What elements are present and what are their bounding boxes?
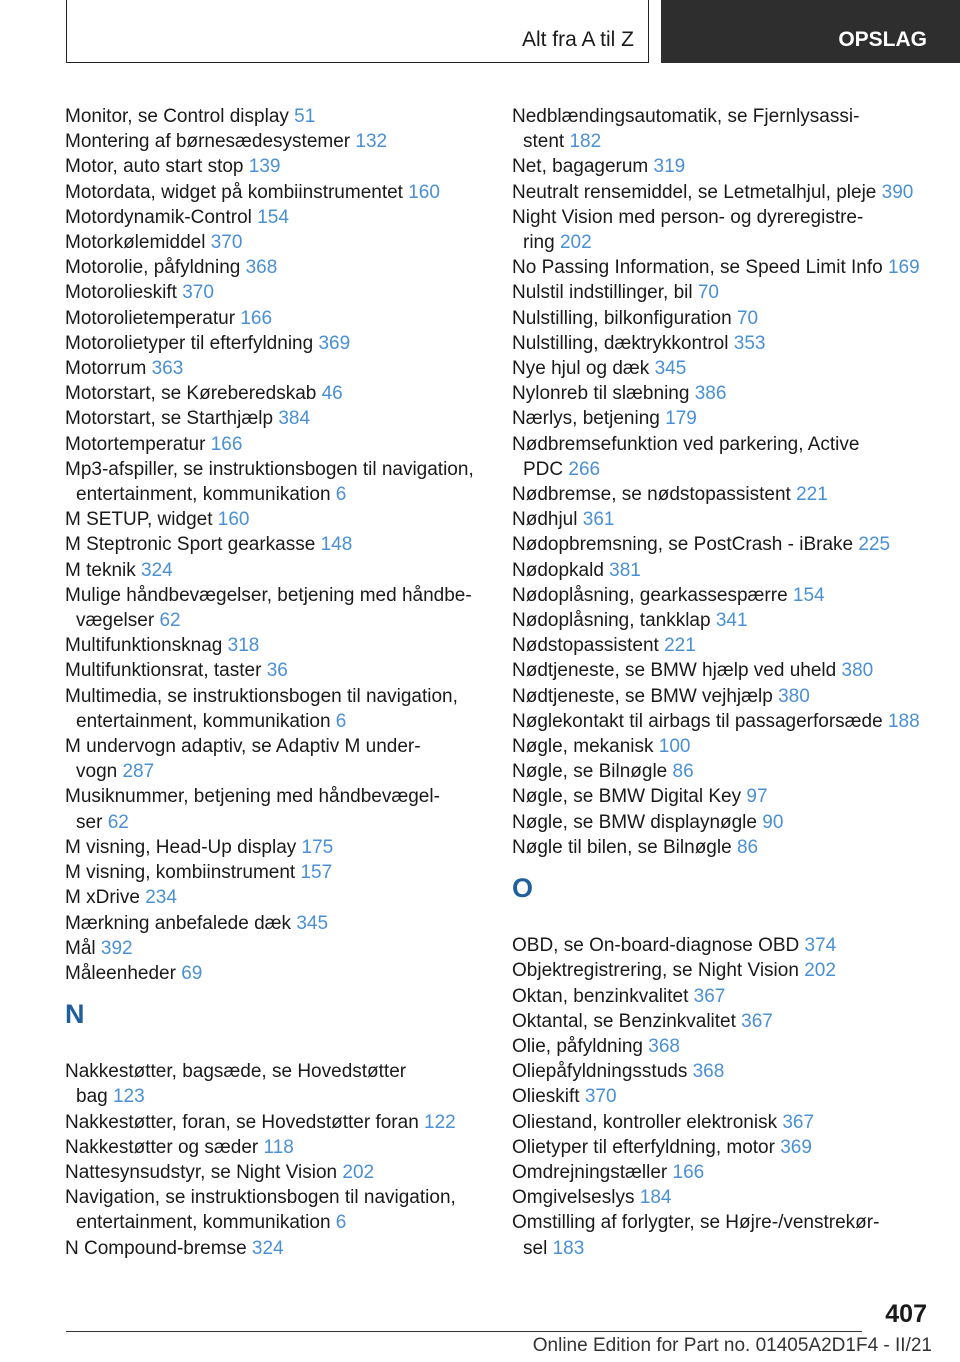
page-reference-link[interactable]: 86 bbox=[736, 836, 759, 858]
index-entry bbox=[65, 1160, 495, 1185]
page-reference-link[interactable]: 368 bbox=[245, 257, 278, 279]
page-reference-link[interactable]: 122 bbox=[424, 1111, 456, 1133]
index-entry bbox=[512, 1210, 932, 1260]
index-entry-text: vogn bbox=[76, 761, 118, 783]
index-entry bbox=[512, 1160, 932, 1185]
index-entry bbox=[512, 709, 932, 734]
page-reference-link[interactable]: 386 bbox=[694, 383, 727, 405]
index-entry bbox=[65, 280, 495, 305]
index-entry bbox=[512, 583, 932, 608]
index-entry bbox=[512, 633, 932, 658]
index-entry-text: entertainment, kommunikation bbox=[76, 484, 331, 506]
page-reference-link[interactable]: 225 bbox=[858, 534, 891, 556]
index-entry bbox=[512, 205, 932, 255]
page-reference-link[interactable]: 202 bbox=[804, 960, 836, 982]
page-reference-link[interactable]: 51 bbox=[294, 106, 316, 127]
index-entry-text: entertainment, kommunikation bbox=[76, 710, 331, 732]
index-entry bbox=[65, 684, 495, 734]
index-entry-text: Multifunktionsrat, taster bbox=[65, 660, 262, 682]
index-entry-text: Motor, auto start stop bbox=[65, 156, 244, 178]
index-entry-text: Nøgle til bilen, se Bilnøgle bbox=[512, 836, 732, 858]
index-entry bbox=[512, 306, 932, 331]
index-entry-text: Motorolietyper til efterfyldning bbox=[65, 332, 314, 354]
index-entry bbox=[512, 356, 932, 381]
index-entry-text: Nødtjeneste, se BMW hjælp ved uheld bbox=[512, 660, 837, 682]
page-reference-link[interactable]: 188 bbox=[887, 710, 920, 732]
index-entry bbox=[512, 507, 932, 532]
index-entry-text: Navigation, se instruktionsbogen til navigation, bbox=[65, 1187, 456, 1209]
index-column-left bbox=[65, 104, 495, 1261]
index-entry bbox=[65, 885, 495, 910]
page-reference-link[interactable]: 6 bbox=[335, 484, 347, 506]
index-entry bbox=[65, 911, 495, 936]
index-entry bbox=[65, 104, 495, 129]
page-reference-link[interactable]: 97 bbox=[746, 786, 768, 808]
edition-text: Online Edition for Part no. 01405A2D1F4 - II/21 bbox=[532, 1335, 932, 1356]
index-entry bbox=[512, 1009, 932, 1034]
index-entry bbox=[65, 230, 495, 255]
page-reference-link[interactable]: 183 bbox=[552, 1237, 585, 1259]
index-entry-text: Musiknummer, betjening med håndbevægel‐ bbox=[65, 786, 440, 808]
page-reference-link[interactable]: 169 bbox=[887, 257, 920, 279]
index-entry bbox=[65, 558, 495, 583]
page-reference-link[interactable]: 287 bbox=[122, 761, 155, 783]
index-entry bbox=[512, 104, 932, 154]
index-entry-text: Multimedia, se instruktionsbogen til navigation, bbox=[65, 685, 458, 707]
index-entry bbox=[65, 961, 495, 986]
index-entry bbox=[512, 810, 932, 835]
index-letter-heading: N bbox=[65, 999, 85, 1030]
page-reference-link[interactable]: 132 bbox=[355, 131, 388, 153]
page-reference-link[interactable]: 345 bbox=[296, 912, 329, 934]
index-entry-text: Motorolie, påfyldning bbox=[65, 257, 241, 279]
index-entry-text: Nødopbremsning, se PostCrash - iBrake bbox=[512, 534, 854, 556]
index-entry bbox=[65, 784, 495, 834]
page-reference-link[interactable]: 369 bbox=[318, 332, 351, 354]
page-reference-link[interactable]: 36 bbox=[266, 660, 288, 682]
index-entry-text: Nulstilling, dæktrykkontrol bbox=[512, 332, 729, 354]
index-entry bbox=[65, 457, 495, 507]
index-entry bbox=[512, 835, 932, 860]
page-reference-link[interactable]: 266 bbox=[568, 458, 601, 480]
page-reference-link[interactable]: 182 bbox=[569, 131, 602, 153]
index-entry-text: M visning, Head-Up display bbox=[65, 836, 297, 858]
index-entry bbox=[65, 381, 495, 406]
index-entry bbox=[65, 406, 495, 431]
page-reference-link[interactable]: 324 bbox=[251, 1237, 284, 1259]
index-entry-text: M Steptronic Sport gearkasse bbox=[65, 534, 316, 556]
index-entry-text: Nærlys, betjening bbox=[512, 408, 660, 430]
page-reference-link[interactable]: 367 bbox=[741, 1010, 773, 1032]
index-entry bbox=[65, 129, 495, 154]
page-reference-link[interactable]: 166 bbox=[672, 1161, 705, 1183]
index-entry bbox=[512, 280, 932, 305]
index-entry-text: Nye hjul og dæk bbox=[512, 358, 650, 380]
index-entry-text: Montering af børnesædesystemer bbox=[65, 131, 351, 153]
index-entry bbox=[512, 255, 932, 280]
index-entry bbox=[65, 860, 495, 885]
index-entry bbox=[65, 734, 495, 784]
index-entry-text: Nødhjul bbox=[512, 509, 578, 531]
index-entry-text: Omstilling af forlygter, se Højre-/venstrekør‐ bbox=[512, 1212, 880, 1234]
index-entry bbox=[512, 684, 932, 709]
index-entry-text: Multifunktionsknag bbox=[65, 635, 223, 657]
index-entry bbox=[512, 331, 932, 356]
index-entry-text: Night Vision med person- og dyreregistre‐ bbox=[512, 206, 864, 228]
index-entry-text: sel bbox=[523, 1237, 548, 1259]
index-entry bbox=[65, 154, 495, 179]
page-reference-link[interactable]: 6 bbox=[335, 710, 347, 732]
index-entry-text: Motorolieskift bbox=[65, 282, 177, 304]
index-entry bbox=[512, 984, 932, 1009]
index-entry-text: Motorolietemperatur bbox=[65, 307, 236, 329]
index-entry-text: M teknik bbox=[65, 559, 136, 581]
index-entry-text: Omgivelseslys bbox=[512, 1187, 635, 1209]
page-reference-link[interactable]: 160 bbox=[217, 509, 250, 531]
index-entry-text: Mærkning anbefalede dæk bbox=[65, 912, 292, 934]
index-entry bbox=[65, 507, 495, 532]
page-reference-link[interactable]: 368 bbox=[692, 1061, 725, 1083]
index-entry-text: Måleenheder bbox=[65, 962, 176, 984]
index-entry-text: Nøgle, se Bilnøgle bbox=[512, 761, 668, 783]
index-entry bbox=[65, 1110, 495, 1135]
page-reference-link[interactable]: 370 bbox=[182, 282, 214, 304]
page-reference-link[interactable]: 341 bbox=[715, 610, 748, 632]
index-entry-text: Motorrum bbox=[65, 358, 147, 380]
page-reference-link[interactable]: 380 bbox=[778, 685, 810, 707]
index-entry bbox=[512, 734, 932, 759]
page-reference-link[interactable]: 363 bbox=[151, 358, 184, 380]
index-entry bbox=[512, 432, 932, 482]
index-entry-text: Motortemperatur bbox=[65, 433, 206, 455]
index-entry-text: Motorstart, se Starthjælp bbox=[65, 408, 274, 430]
index-entry bbox=[512, 406, 932, 431]
page-reference-link[interactable]: 370 bbox=[584, 1086, 617, 1108]
index-entry-text: OBD, se On-board-diagnose OBD bbox=[512, 935, 800, 957]
index-entry bbox=[65, 1135, 495, 1160]
page-reference-link[interactable]: 368 bbox=[648, 1035, 680, 1057]
page-reference-link[interactable]: 154 bbox=[257, 206, 289, 228]
index-entry-text: Oliepåfyldningsstuds bbox=[512, 1061, 688, 1083]
chapter-tab bbox=[661, 0, 960, 63]
index-entry bbox=[512, 658, 932, 683]
index-entry-text: Mp3-afspiller, se instruktionsbogen til navigation, bbox=[65, 458, 474, 480]
index-entry bbox=[512, 759, 932, 784]
index-entry-text: ser bbox=[76, 811, 103, 833]
page-reference-link[interactable]: 166 bbox=[210, 433, 243, 455]
index-entry-text: M SETUP, widget bbox=[65, 509, 213, 531]
page-reference-link[interactable]: 367 bbox=[693, 985, 726, 1007]
index-entry bbox=[512, 1034, 932, 1059]
page-reference-link[interactable]: 118 bbox=[263, 1136, 294, 1158]
index-entry bbox=[512, 558, 932, 583]
index-entry bbox=[65, 255, 495, 280]
index-entry-text: Nødbremse, se nødstopassistent bbox=[512, 484, 791, 506]
index-entry bbox=[65, 1059, 495, 1109]
index-entry bbox=[65, 532, 495, 557]
index-entry-text: Motorstart, se Køreberedskab bbox=[65, 383, 317, 405]
index-entry bbox=[512, 1110, 932, 1135]
page-reference-link[interactable]: 384 bbox=[278, 408, 311, 430]
index-entry bbox=[512, 1185, 932, 1210]
page-reference-link[interactable]: 157 bbox=[300, 862, 333, 884]
page-reference-link[interactable]: 139 bbox=[248, 156, 281, 178]
index-entry-text: Nødoplåsning, gearkassespærre bbox=[512, 584, 788, 606]
index-entry-text: Nødoplåsning, tankklap bbox=[512, 610, 711, 632]
index-column-right bbox=[512, 104, 932, 1261]
index-entry bbox=[512, 1084, 932, 1109]
page-reference-link[interactable]: 361 bbox=[582, 509, 615, 531]
index-entry bbox=[65, 1185, 495, 1235]
index-entry-text: Nødstopassistent bbox=[512, 635, 659, 657]
page-reference-link[interactable]: 69 bbox=[181, 962, 203, 984]
section-title-box bbox=[66, 0, 649, 63]
index-entry-text: Omdrejningstæller bbox=[512, 1161, 668, 1183]
index-entry bbox=[512, 532, 932, 557]
page-reference-link[interactable]: 184 bbox=[639, 1187, 672, 1209]
index-entry bbox=[65, 331, 495, 356]
page-reference-link[interactable]: 221 bbox=[796, 484, 828, 506]
index-entry bbox=[512, 608, 932, 633]
index-entry bbox=[65, 306, 495, 331]
index-entry-text: Net, bagagerum bbox=[512, 156, 649, 178]
index-entry-text: Olieskift bbox=[512, 1086, 580, 1108]
index-entry-text: Nakkestøtter, foran, se Hovedstøtter foran bbox=[65, 1111, 419, 1133]
section-title: Alt fra A til Z bbox=[521, 28, 634, 51]
page-reference-link[interactable]: 390 bbox=[881, 181, 914, 203]
index-entry-text: Motordata, widget på kombiinstrumentet bbox=[65, 181, 403, 203]
page-reference-link[interactable]: 70 bbox=[697, 282, 719, 304]
page-reference-link[interactable]: 166 bbox=[240, 307, 273, 329]
index-entry bbox=[65, 1236, 495, 1261]
index-entry-text: Nakkestøtter og sæder bbox=[65, 1136, 259, 1158]
index-entry-text: Nakkestøtter, bagsæde, se Hovedstøtter bbox=[65, 1061, 407, 1083]
page-reference-link[interactable]: 345 bbox=[654, 358, 687, 380]
index-entry-text: Motorkølemiddel bbox=[65, 232, 206, 254]
index-entry-text: Nøgle, se BMW displaynøgle bbox=[512, 811, 757, 833]
index-entry bbox=[512, 1135, 932, 1160]
index-entry bbox=[512, 482, 932, 507]
page-reference-link[interactable]: 100 bbox=[658, 736, 691, 758]
index-entry-text: Nulstilling, bilkonfiguration bbox=[512, 307, 732, 329]
index-entry bbox=[512, 154, 932, 179]
index-entry-text: Nylonreb til slæbning bbox=[512, 383, 690, 405]
index-entry-text: Oktantal, se Benzinkvalitet bbox=[512, 1010, 736, 1032]
page-reference-link[interactable]: 324 bbox=[141, 559, 173, 581]
page-reference-link[interactable]: 374 bbox=[804, 935, 837, 957]
index-entry bbox=[65, 633, 495, 658]
index-entry bbox=[65, 835, 495, 860]
index-entry-text: Nattesynsudstyr, se Night Vision bbox=[65, 1161, 338, 1183]
index-entry bbox=[512, 933, 932, 958]
page-reference-link[interactable]: 234 bbox=[145, 887, 177, 909]
page-reference-link[interactable]: 175 bbox=[301, 836, 334, 858]
page-reference-link[interactable]: 381 bbox=[609, 559, 641, 581]
index-entry bbox=[512, 784, 932, 809]
index-entry-text: Olie, påfyldning bbox=[512, 1035, 643, 1057]
index-entry-text: Olietyper til efterfyldning, motor bbox=[512, 1136, 775, 1158]
index-entry-text: Nødbremsefunktion ved parkering, Active bbox=[512, 433, 860, 455]
page-reference-link[interactable]: 318 bbox=[227, 635, 260, 657]
index-entry-text: M visning, kombiinstrument bbox=[65, 862, 296, 884]
page-reference-link[interactable]: 70 bbox=[736, 307, 759, 329]
index-entry-text: Neutralt rensemiddel, se Letmetalhjul, pleje bbox=[512, 181, 877, 203]
page-reference-link[interactable]: 221 bbox=[664, 635, 696, 657]
index-entry-text: vægelser bbox=[76, 610, 155, 632]
index-entry bbox=[512, 1059, 932, 1084]
page-reference-link[interactable]: 62 bbox=[159, 610, 181, 632]
index-entry bbox=[65, 583, 495, 633]
index-entry bbox=[65, 658, 495, 683]
index-entry-text: N Compound-bremse bbox=[65, 1237, 247, 1259]
index-entry bbox=[65, 432, 495, 457]
page-reference-link[interactable]: 392 bbox=[100, 937, 133, 959]
index-entry-text: Objektregistrering, se Night Vision bbox=[512, 960, 799, 982]
page-reference-link[interactable]: 202 bbox=[342, 1161, 375, 1183]
chapter-title: OPSLAG bbox=[838, 28, 927, 51]
index-entry-text: Mål bbox=[65, 937, 96, 959]
index-entry-text: entertainment, kommunikation bbox=[76, 1212, 331, 1234]
index-entry-text: bag bbox=[76, 1086, 108, 1108]
page-reference-link[interactable]: 62 bbox=[107, 811, 129, 833]
page-reference-link[interactable]: 154 bbox=[792, 584, 825, 606]
index-entry-text: Nøgle, se BMW Digital Key bbox=[512, 786, 742, 808]
page-reference-link[interactable]: 380 bbox=[841, 660, 874, 682]
index-entry-text: ring bbox=[523, 232, 555, 254]
index-entry bbox=[512, 180, 932, 205]
page-reference-link[interactable]: 160 bbox=[408, 181, 440, 203]
page-reference-link[interactable]: 123 bbox=[112, 1086, 145, 1108]
page-reference-link[interactable]: 319 bbox=[653, 156, 686, 178]
index-entry-text: stent bbox=[523, 131, 565, 153]
index-entry-text: No Passing Information, se Speed Limit Info bbox=[512, 257, 883, 279]
page-reference-link[interactable]: 367 bbox=[782, 1111, 815, 1133]
index-entry-text: Nøglekontakt til airbags til passagerforsæde bbox=[512, 710, 883, 732]
index-entry-text: PDC bbox=[523, 458, 564, 480]
page-reference-link[interactable]: 369 bbox=[780, 1136, 812, 1158]
page-reference-link[interactable]: 6 bbox=[335, 1212, 347, 1234]
index-entry-text: Nøgle, mekanisk bbox=[512, 736, 654, 758]
index-entry-text: Oliestand, kontroller elektronisk bbox=[512, 1111, 778, 1133]
index-entry-text: Oktan, benzinkvalitet bbox=[512, 985, 689, 1007]
index-entry bbox=[65, 180, 495, 205]
page-reference-link[interactable]: 86 bbox=[672, 761, 694, 783]
page-reference-link[interactable]: 148 bbox=[320, 534, 353, 556]
page-number: 407 bbox=[885, 1300, 927, 1328]
index-entry-text: Nulstil indstillinger, bil bbox=[512, 282, 693, 304]
index-entry-text: Nødopkald bbox=[512, 559, 604, 581]
page-header bbox=[0, 0, 960, 66]
page-reference-link[interactable]: 46 bbox=[321, 383, 343, 405]
index-entry-text: Nedblændingsautomatik, se Fjernlysassi‐ bbox=[512, 106, 860, 127]
page-reference-link[interactable]: 370 bbox=[210, 232, 243, 254]
index-entry-text: M xDrive bbox=[65, 887, 140, 909]
page-reference-link[interactable]: 90 bbox=[762, 811, 784, 833]
index-entry-text: Monitor, se Control display bbox=[65, 106, 289, 127]
index-entry bbox=[512, 381, 932, 406]
index-entry bbox=[65, 936, 495, 961]
index-entry bbox=[65, 205, 495, 230]
index-entry-text: Motordynamik-Control bbox=[65, 206, 252, 228]
index-entry bbox=[512, 958, 932, 983]
footer-divider bbox=[66, 1331, 862, 1332]
page-reference-link[interactable]: 353 bbox=[733, 332, 766, 354]
index-entry-text: M undervogn adaptiv, se Adaptiv M under‐ bbox=[65, 736, 421, 758]
index-entry-text: Nødtjeneste, se BMW vejhjælp bbox=[512, 685, 773, 707]
index-entry bbox=[65, 356, 495, 381]
page-reference-link[interactable]: 179 bbox=[665, 408, 697, 430]
page-reference-link[interactable]: 202 bbox=[559, 232, 592, 254]
index-letter-heading: O bbox=[512, 873, 534, 904]
index-entry-text: Mulige håndbevægelser, betjening med håndbe‐ bbox=[65, 584, 472, 606]
